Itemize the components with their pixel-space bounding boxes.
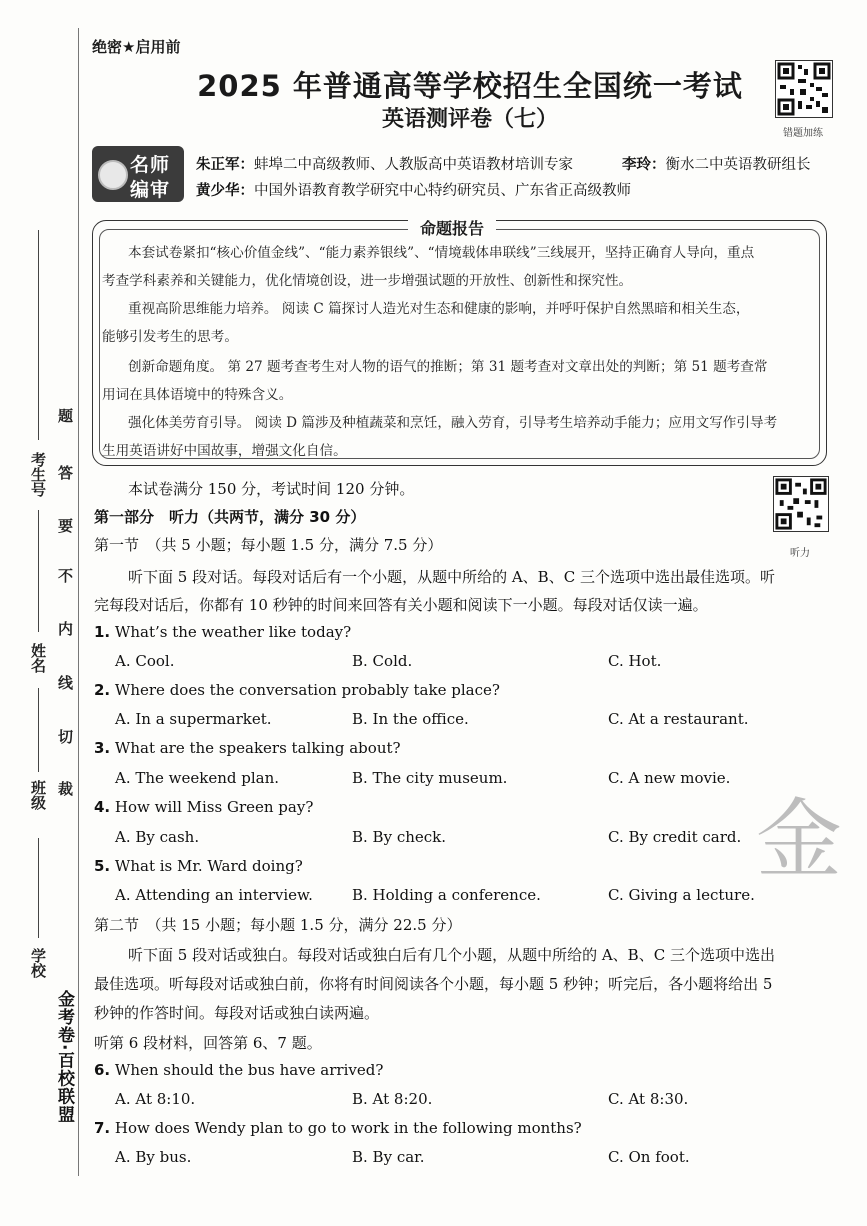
option-a[interactable]: A. The weekend plan. [115, 769, 280, 787]
editor-3 [196, 179, 631, 200]
report-line: 能够引发考生的思考。 [102, 329, 238, 345]
option-b[interactable]: B. At 8:20. [352, 1090, 433, 1108]
seal-char: 要 [58, 517, 74, 535]
name-blank[interactable] [38, 510, 39, 632]
label-class: 班级 [29, 780, 47, 810]
editor-2-name: 李玲： [622, 157, 666, 173]
part-one-heading: 第一部分 听力（共两节，满分 30 分） [94, 508, 366, 526]
report-line: 生用英语讲好中国故事，增强文化自信。 [102, 443, 347, 459]
report-line: 本套试卷紧扣“核心价值金线”、“能力素养银线”、“情境载体串联线”三线展开，坚持正确育人导向，重点 [128, 245, 755, 261]
option-c[interactable]: C. By credit card. [608, 828, 742, 846]
editor-2 [622, 153, 811, 174]
section-two-heading: 第二节 （共 15 小题；每小题 1.5 分，满分 22.5 分） [94, 916, 462, 934]
section-two-instructions: 秒钟的作答时间。每段对话或独白读两遍。 [94, 1004, 380, 1022]
seal-char: 线 [58, 674, 74, 692]
question-2 [94, 681, 500, 699]
option-c[interactable]: C. At a restaurant. [608, 710, 749, 728]
question-7 [94, 1119, 582, 1137]
option-a[interactable]: A. At 8:10. [115, 1090, 196, 1108]
seal-char: 裁 [58, 780, 74, 798]
brand-vertical: 金考卷·百校联盟 [54, 990, 74, 1124]
option-b[interactable]: B. Cold. [352, 652, 413, 670]
seal-char: 题 [58, 407, 74, 425]
section-one-heading: 第一节 （共 5 小题；每小题 1.5 分，满分 7.5 分） [94, 536, 443, 554]
section-one-instructions: 完每段对话后，你都有 10 秒钟的时间来回答有关小题和阅读下一小题。每段对话仅读一遍。 [94, 596, 708, 614]
binding-line [78, 28, 79, 1176]
editor-3-name: 黄少华： [196, 183, 254, 199]
school-blank[interactable] [38, 838, 39, 938]
secret-label: 绝密★启用前 [92, 38, 181, 56]
seal-char: 内 [58, 620, 74, 638]
question-3 [94, 739, 401, 757]
question-text: Where does the conversation probably take place? [114, 681, 500, 699]
question-5 [94, 857, 303, 875]
option-a[interactable]: A. By bus. [115, 1148, 192, 1166]
seal-char: 答 [58, 464, 74, 482]
question-text: What are the speakers talking about? [114, 739, 401, 757]
editor-1-name: 朱正军： [196, 157, 254, 173]
student-id-blank[interactable] [38, 230, 39, 440]
exam-intro: 本试卷满分 150 分，考试时间 120 分钟。 [128, 480, 415, 498]
question-number: 6. [94, 1061, 111, 1079]
question-number: 1. [94, 623, 111, 641]
editor-3-desc: 中国外语教育教学研究中心特约研究员、广东省正高级教师 [254, 183, 631, 199]
gold-watermark: 金 [756, 790, 842, 890]
badge-text-2: 编审 [130, 179, 171, 201]
editor-2-desc: 衡水二中英语教研组长 [665, 157, 811, 173]
mascot-icon [98, 160, 128, 190]
editor-1-desc: 蚌埠二中高级教师、人教版高中英语教材培训专家 [254, 157, 573, 173]
option-c[interactable]: C. Giving a lecture. [608, 886, 755, 904]
qr-icon [776, 61, 832, 117]
question-text: What’s the weather like today? [114, 623, 352, 641]
option-c[interactable]: C. A new movie. [608, 769, 731, 787]
qr-code-listening[interactable] [773, 476, 829, 532]
seal-char: 切 [58, 728, 74, 746]
option-b[interactable]: B. In the office. [352, 710, 469, 728]
section-two-instructions: 最佳选项。听每段对话或独白前，你将有时间阅读各个小题，每小题 5 秒钟；听完后，各小题将给出 5 [94, 975, 773, 993]
option-c[interactable]: C. Hot. [608, 652, 662, 670]
option-b[interactable]: B. By car. [352, 1148, 425, 1166]
page-subtitle: 英语测评卷（七） [381, 107, 558, 132]
report-line: 强化体美劳育引导。 阅读 D 篇涉及种植蔬菜和烹饪，融入劳育，引导考生培养动手能力；应用文写作引导考 [128, 415, 778, 431]
qr-caption-practice: 错题加练 [783, 128, 823, 139]
label-school: 学校 [29, 948, 47, 978]
option-a[interactable]: A. In a supermarket. [115, 710, 272, 728]
editor-badge [92, 146, 184, 202]
option-c[interactable]: C. At 8:30. [608, 1090, 689, 1108]
question-number: 3. [94, 739, 111, 757]
question-text: When should the bus have arrived? [114, 1061, 384, 1079]
option-a[interactable]: A. Cool. [115, 652, 175, 670]
question-6 [94, 1061, 383, 1079]
section-one-instructions: 听下面 5 段对话。每段对话后有一个小题，从题中所给的 A、B、C 三个选项中选出最佳选项。听 [128, 568, 775, 586]
section-two-instructions: 听下面 5 段对话或独白。每段对话或独白后有几个小题，从题中所给的 A、B、C 三个选项中选出 [128, 946, 775, 964]
page-title: 2025 年普通高等学校招生全国统一考试 [197, 69, 743, 103]
option-b[interactable]: B. The city museum. [352, 769, 508, 787]
report-line: 创新命题角度。 第 27 题考查考生对人物的语气的推断；第 31 题考查对文章出处的判断；第 51 题考查常 [128, 359, 768, 375]
badge-text-1: 名师 [130, 154, 171, 176]
question-number: 4. [94, 798, 111, 816]
qr-caption-listening: 听力 [790, 548, 810, 559]
class-blank[interactable] [38, 688, 39, 772]
label-student-id: 考生号 [29, 452, 47, 497]
question-1 [94, 623, 351, 641]
qr-icon [774, 477, 828, 531]
option-b[interactable]: B. Holding a conference. [352, 886, 541, 904]
option-c[interactable]: C. On foot. [608, 1148, 690, 1166]
question-4 [94, 798, 313, 816]
question-number: 2. [94, 681, 111, 699]
option-b[interactable]: B. By check. [352, 828, 447, 846]
question-text: What is Mr. Ward doing? [114, 857, 303, 875]
seal-char: 不 [58, 567, 74, 585]
qr-code-practice[interactable] [775, 60, 833, 118]
report-line: 考查学科素养和关键能力，优化情境创设，进一步增强试题的开放性、创新性和探究性。 [102, 273, 633, 289]
editor-1 [196, 153, 573, 174]
material-note: 听第 6 段材料，回答第 6、7 题。 [94, 1034, 322, 1052]
label-name: 姓名 [29, 643, 47, 673]
report-title: 命题报告 [408, 216, 496, 239]
question-text: How will Miss Green pay? [114, 798, 314, 816]
option-a[interactable]: A. Attending an interview. [115, 886, 313, 904]
report-line: 重视高阶思维能力培养。 阅读 C 篇探讨人造光对生态和健康的影响，并呼吁保护自然黑暗和相关生态， [128, 301, 750, 317]
option-a[interactable]: A. By cash. [115, 828, 200, 846]
question-number: 5. [94, 857, 111, 875]
report-line: 用词在具体语境中的特殊含义。 [102, 387, 293, 403]
question-text: How does Wendy plan to go to work in the following months? [114, 1119, 582, 1137]
question-number: 7. [94, 1119, 111, 1137]
